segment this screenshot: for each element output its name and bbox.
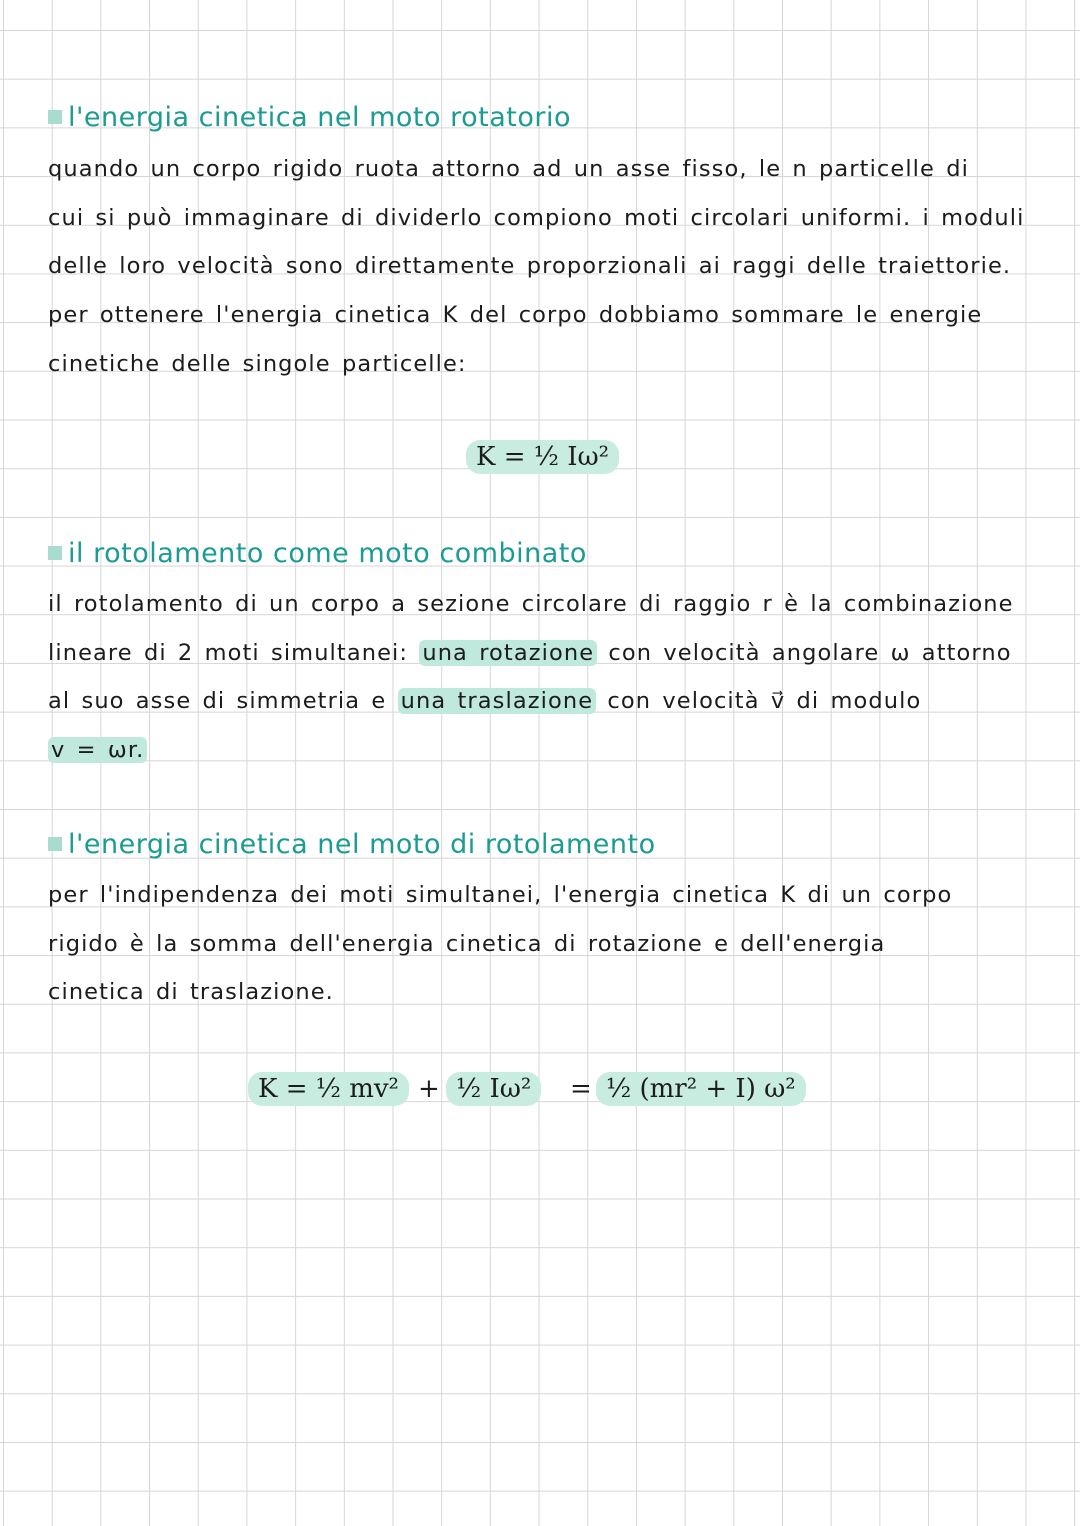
section-1-heading-text: l'energia cinetica nel moto rotatorio [68, 102, 571, 133]
text-fragment: al suo asse di simmetria e [48, 688, 387, 715]
paragraph-line: quando un corpo rigido ruota attorno ad un asse fisso, le n particelle di [48, 156, 969, 182]
section-2-paragraph [48, 580, 1070, 775]
paragraph-line: cui si può immaginare di dividerlo compiono moti circolari uniformi. i moduli [48, 204, 1025, 231]
translational-term: K = ½ mv² [248, 1072, 409, 1106]
paragraph-line: per l'indipendenza dei moti simultanei, l'energia cinetica K di un corpo [48, 882, 953, 908]
paragraph-line: delle loro velocità sono direttamente proporzionali ai raggi delle traiettorie. [48, 253, 1012, 280]
rotational-term: ½ Iω² [446, 1072, 541, 1106]
section-3-heading [48, 825, 656, 865]
paragraph-line [48, 629, 1070, 678]
paragraph-line [48, 726, 1070, 775]
highlight-rotation: una rotazione [419, 640, 597, 666]
section-1-paragraph [48, 145, 1070, 388]
paragraph-line [48, 677, 1070, 726]
equals-sign: = [570, 1074, 592, 1104]
section-2-heading-text: il rotolamento come moto combinato [68, 538, 587, 569]
paragraph-line: cinetiche delle singole particelle: [48, 350, 467, 377]
heading-bullet-icon [48, 110, 62, 124]
text-fragment: lineare di 2 moti simultanei: [48, 639, 409, 666]
section-3-paragraph [48, 871, 1070, 1017]
paragraph-line: il rotolamento di un corpo a sezione circolare di raggio r è la combinazione [48, 591, 1014, 617]
paragraph-line: cinetica di traslazione. [48, 979, 334, 1006]
section-2-heading [48, 534, 587, 574]
heading-bullet-icon [48, 837, 62, 851]
velocity-relation: v = ωr. [48, 737, 147, 763]
rotational-energy-formula: K = ½ Iω² [466, 440, 619, 474]
section-1-heading [48, 98, 571, 138]
plus-sign: + [418, 1074, 440, 1104]
highlight-translation: una traslazione [398, 688, 597, 714]
paragraph-line: per ottenere l'energia cinetica K del corpo dobbiamo sommare le energie [48, 302, 983, 329]
combined-energy-term: ½ (mr² + I) ω² [596, 1072, 806, 1106]
section-3-heading-text: l'energia cinetica nel moto di rotolamento [68, 829, 656, 860]
text-fragment: con velocità angolare ω attorno [608, 639, 1012, 666]
paragraph-line: rigido è la somma dell'energia cinetica di rotazione e dell'energia [48, 930, 886, 957]
text-fragment: con velocità v⃗ di modulo [607, 688, 922, 715]
heading-bullet-icon [48, 546, 62, 560]
